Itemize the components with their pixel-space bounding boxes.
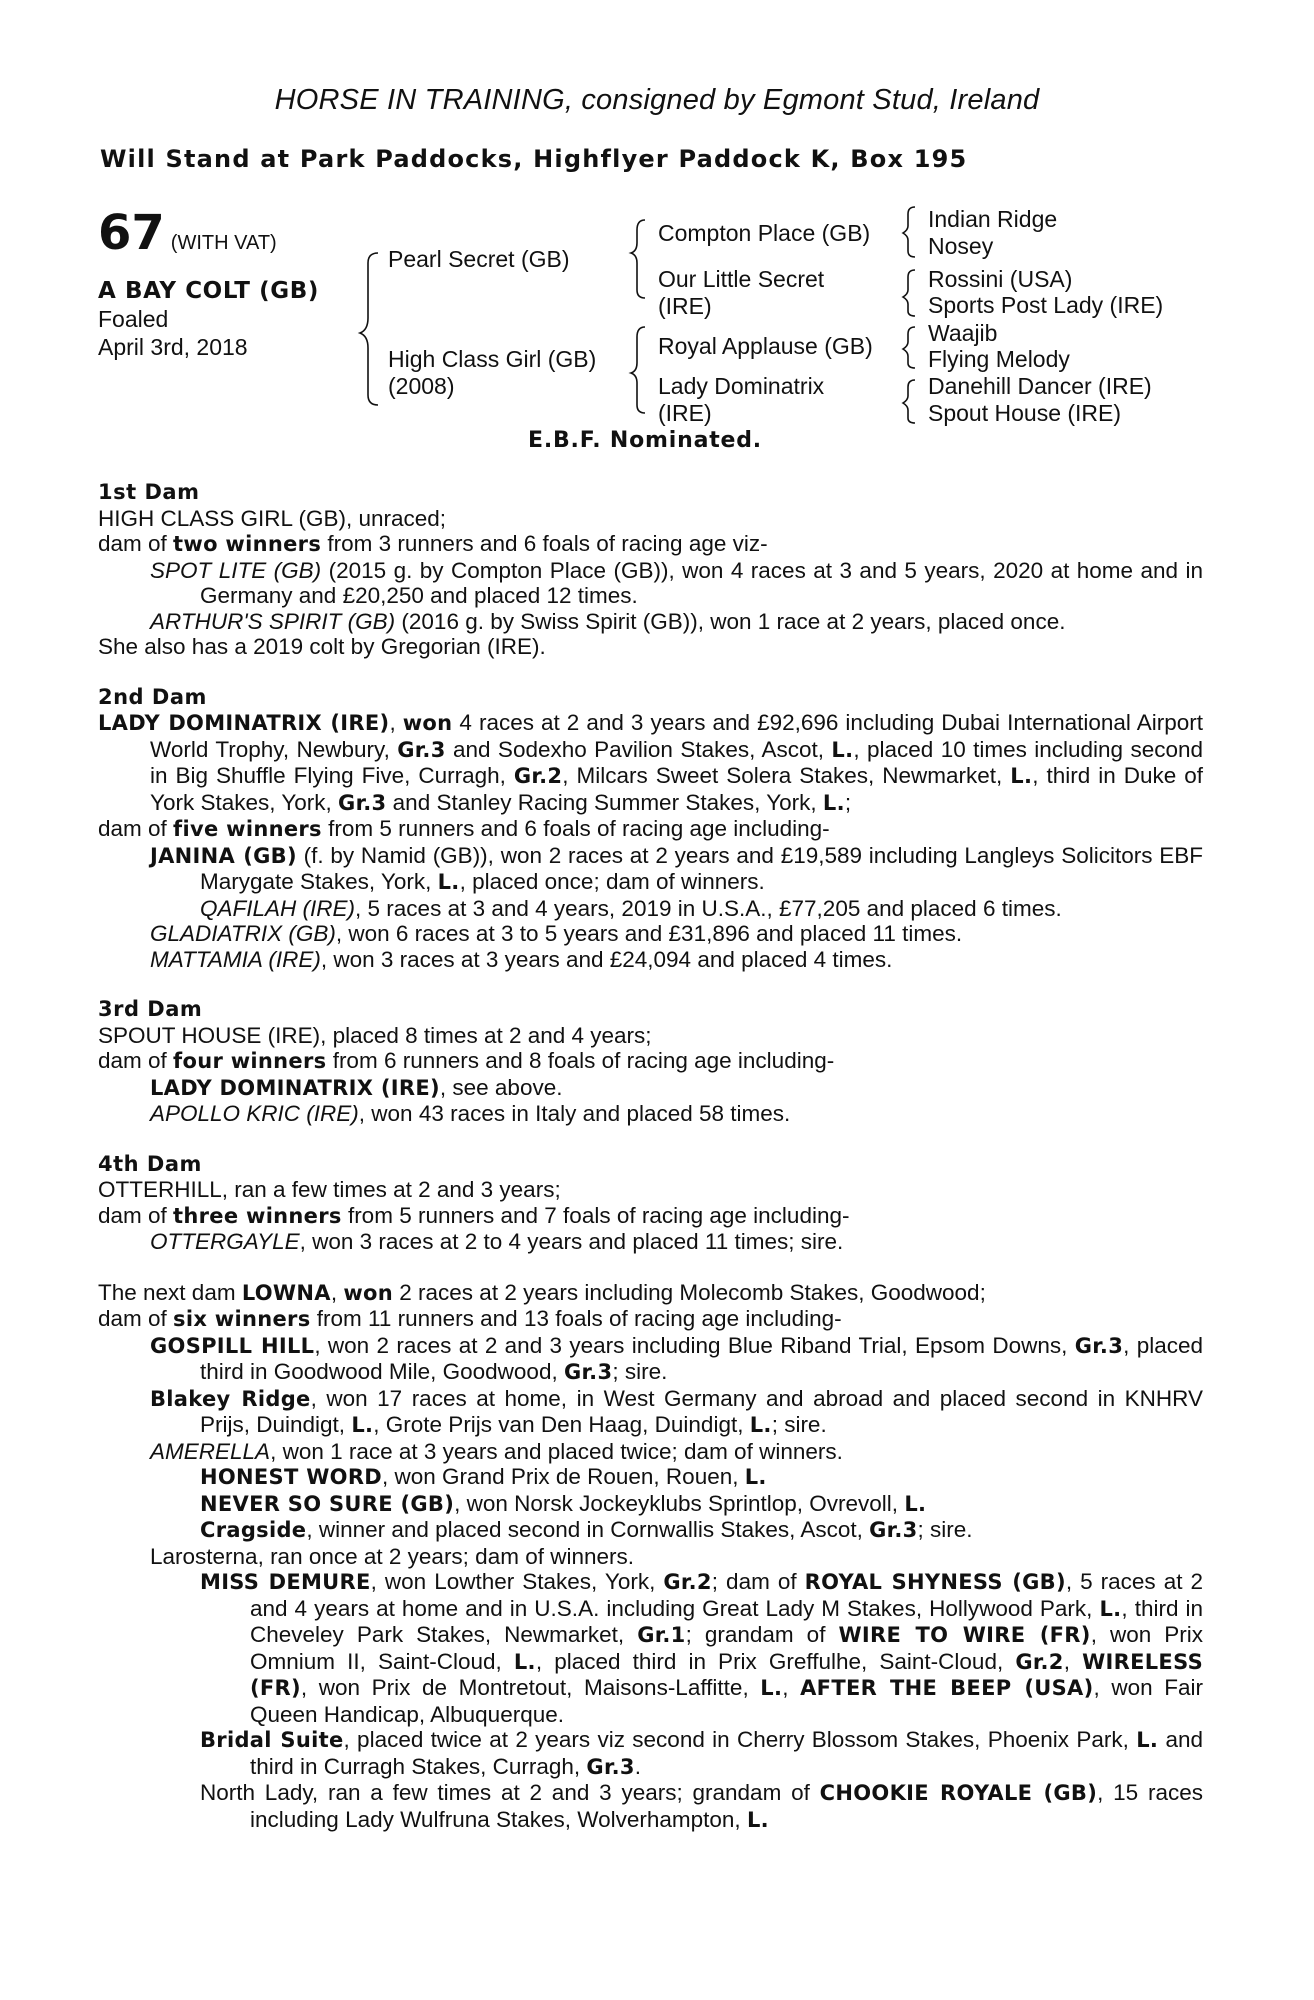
ebf-nominated: E.B.F. Nominated. [528,428,762,453]
grand-offspring-entry: MISS DEMURE, won Lowther Stakes, York, Gr.2; dam of ROYAL SHYNESS (GB), 5 races at 2 and 4 years at home and in U.S.A. including Great Lady M Stakes, Hollywood Park, L., third in Cheveley Park Stakes, Newmarket, Gr.1; grandam of WIRE TO WIRE (FR), won Prix Omnium II, Saint-Cloud, L., placed third in Prix Greffulhe, Saint-Cloud, Gr.2, WIRELESS (FR), won Prix de Montretout, Maisons-Laffitte, L., AFTER THE BEEP (USA), won Fair Queen Handicap, Albuquerque. [200,1569,1203,1727]
offspring-entry: ARTHUR'S SPIRIT (GB) (2016 g. by Swiss Spirit (GB)), won 1 race at 2 years, placed once. [150,608,1066,634]
sire-sire: Compton Place (GB) [658,220,871,246]
offspring-entry: APOLLO KRIC (IRE), won 43 races in Italy and placed 58 times. [150,1101,791,1126]
offspring-entry: JANINA (GB) (f. by Namid (GB)), won 2 races at 2 years and £19,589 including Langleys Solicitors EBF Marygate Stakes, York, L., placed once; dam of winners. [150,842,1203,894]
bracket-ss [903,207,915,257]
dam-name [388,346,596,400]
grand-offspring-entry: Cragside, winner and placed second in Cornwallis Stakes, Ascot, Gr.3; sire. [200,1517,973,1542]
foaled-date: April 3rd, 2018 [98,334,248,360]
sire-sire-dam: Nosey [928,233,994,259]
next-dam-produce: dam of six winners from 11 runners and 13 foals of racing age including- [98,1306,842,1331]
offspring-entry: AMERELLA, won 1 race at 3 years and placed twice; dam of winners. [150,1438,843,1464]
lot-description: A BAY COLT (GB) [98,278,320,304]
first-dam-section [98,480,1203,660]
bracket-main [360,253,378,405]
offspring-entry: Blakey Ridge, won 17 races at home, in West Germany and abroad and placed second in KNHRV Prijs, Duindigt, L., Grote Prijs van Den Haag, Duindigt, L.; sire. [150,1385,1204,1437]
catalogue-body [98,480,1203,1833]
next-dam-section [98,1280,1203,1834]
offspring-entry: SPOT LITE (GB) (2015 g. by Compton Place (GB)), won 4 races at 3 and 5 years, 2020 at home and in Germany and £20,250 and placed 12 times. [150,557,1203,608]
grand-offspring-entry: North Lady, ran a few times at 2 and 3 years; grandam of CHOOKIE ROYALE (GB), 15 races including Lady Wulfruna Stakes, Wolverhampton, L. [200,1780,1203,1832]
sire-name: Pearl Secret (GB) [388,246,570,272]
bracket-ds [903,327,915,368]
fourth-dam-produce: dam of three winners from 5 runners and 7 foals of racing age including- [98,1202,850,1228]
third-dam-section [98,997,1203,1127]
second-dam-heading: 2nd Dam [98,684,207,709]
offspring-entry: OTTERGAYLE, won 3 races at 2 to 4 years and placed 11 times; sire. [150,1229,844,1254]
stand-location: Will Stand at Park Paddocks, Highflyer Paddock K, Box 195 [100,145,968,173]
second-dam-produce: dam of five winners from 5 runners and 6 foals of racing age including- [98,816,830,841]
dam-sire: Royal Applause (GB) [658,333,873,359]
lot-number: 67 [98,205,165,261]
grand-offspring-entry: NEVER SO SURE (GB), won Norsk Jockeyklubs Sprintlop, Ovrevoll, L. [200,1490,927,1516]
offspring-entry: LADY DOMINATRIX (IRE), see above. [150,1074,563,1100]
third-dam-desc: SPOUT HOUSE (IRE), placed 8 times at 2 and 4 years; [98,1022,652,1048]
sire-dam-line1: Our Little Secret [658,266,825,292]
second-dam-section [98,685,1203,973]
bracket-sire [631,220,645,298]
dam-sire-dam: Flying Melody [928,346,1070,372]
first-dam-heading: 1st Dam [98,480,200,504]
second-dam-desc: LADY DOMINATRIX (IRE), won 4 races at 2 and 3 years and £92,696 including Dubai International Airport World Trophy, Newbury, Gr.3 and Sodexho Pavilion Stakes, Ascot, L., placed 10 times including second in Big Shuffle Flying Five, Curragh, Gr.2, Milcars Sweet Solera Stakes, Newmarket, L., third in Duke of York Stakes, York, Gr.3 and Stanley Racing Summer Stakes, York, L.; [98,710,1204,815]
bracket-dd [903,380,915,423]
offspring-entry: Larosterna, ran once at 2 years; dam of winners. [150,1543,635,1569]
dam-dam-line2: (IRE) [658,400,712,426]
dam-dam-line1: Lady Dominatrix [658,373,825,399]
consignor-line: HORSE IN TRAINING, consigned by Egmont Stud, Ireland [274,84,1040,116]
dam-dam [658,373,824,427]
grand-offspring-entry: Bridal Suite, placed twice at 2 years viz second in Cherry Blossom Stakes, Phoenix Park, L. and third in Curragh Stakes, Curragh, Gr.3. [200,1727,1204,1779]
grand-offspring-entry: QAFILAH (IRE), 5 races at 3 and 4 years, 2019 in U.S.A., £77,205 and placed 6 times. [200,895,1062,921]
bracket-dam [631,327,645,413]
grand-offspring-entry: HONEST WORD, won Grand Prix de Rouen, Rouen, L. [200,1464,767,1489]
first-dam-desc: HIGH CLASS GIRL (GB), unraced; [98,505,447,531]
foaled-label: Foaled [98,306,169,332]
offspring-entry: GLADIATRIX (GB), won 6 races at 3 to 5 years and £31,896 and placed 11 times. [150,921,963,946]
sire-sire-sire: Indian Ridge [928,206,1058,232]
third-dam-heading: 3rd Dam [98,997,203,1021]
dam-dam-dam: Spout House (IRE) [928,400,1122,426]
dam-sire-sire: Waajib [928,320,998,346]
dam-name-line2: (2008) [388,373,455,399]
offspring-entry: MATTAMIA (IRE), won 3 races at 3 years and £24,094 and placed 4 times. [150,946,893,972]
dam-name-line1: High Class Girl (GB) [388,346,597,372]
sire-dam [658,266,824,320]
sire-dam-sire: Rossini (USA) [928,266,1073,292]
fourth-dam-section [98,1152,1203,1255]
fourth-dam-desc: OTTERHILL, ran a few times at 2 and 3 years; [98,1177,561,1202]
sire-dam-line2: (IRE) [658,293,712,319]
first-dam-produce: dam of two winners from 3 runners and 6 foals of racing age viz- [98,531,768,556]
first-dam-note: She also has a 2019 colt by Gregorian (IRE). [98,634,546,659]
offspring-entry: GOSPILL HILL, won 2 races at 2 and 3 years including Blue Riband Trial, Epsom Downs, Gr.3, placed third in Goodwood Mile, Goodwood, Gr.3; sire. [150,1332,1203,1384]
vat-note: (WITH VAT) [170,232,277,254]
sire-dam-dam: Sports Post Lady (IRE) [928,292,1164,318]
dam-dam-sire: Danehill Dancer (IRE) [928,373,1152,399]
third-dam-produce: dam of four winners from 6 runners and 8 foals of racing age including- [98,1048,835,1073]
next-dam-desc: The next dam LOWNA, won 2 races at 2 years including Molecomb Stakes, Goodwood; [98,1279,986,1305]
fourth-dam-heading: 4th Dam [98,1151,202,1176]
bracket-sd [903,270,915,316]
